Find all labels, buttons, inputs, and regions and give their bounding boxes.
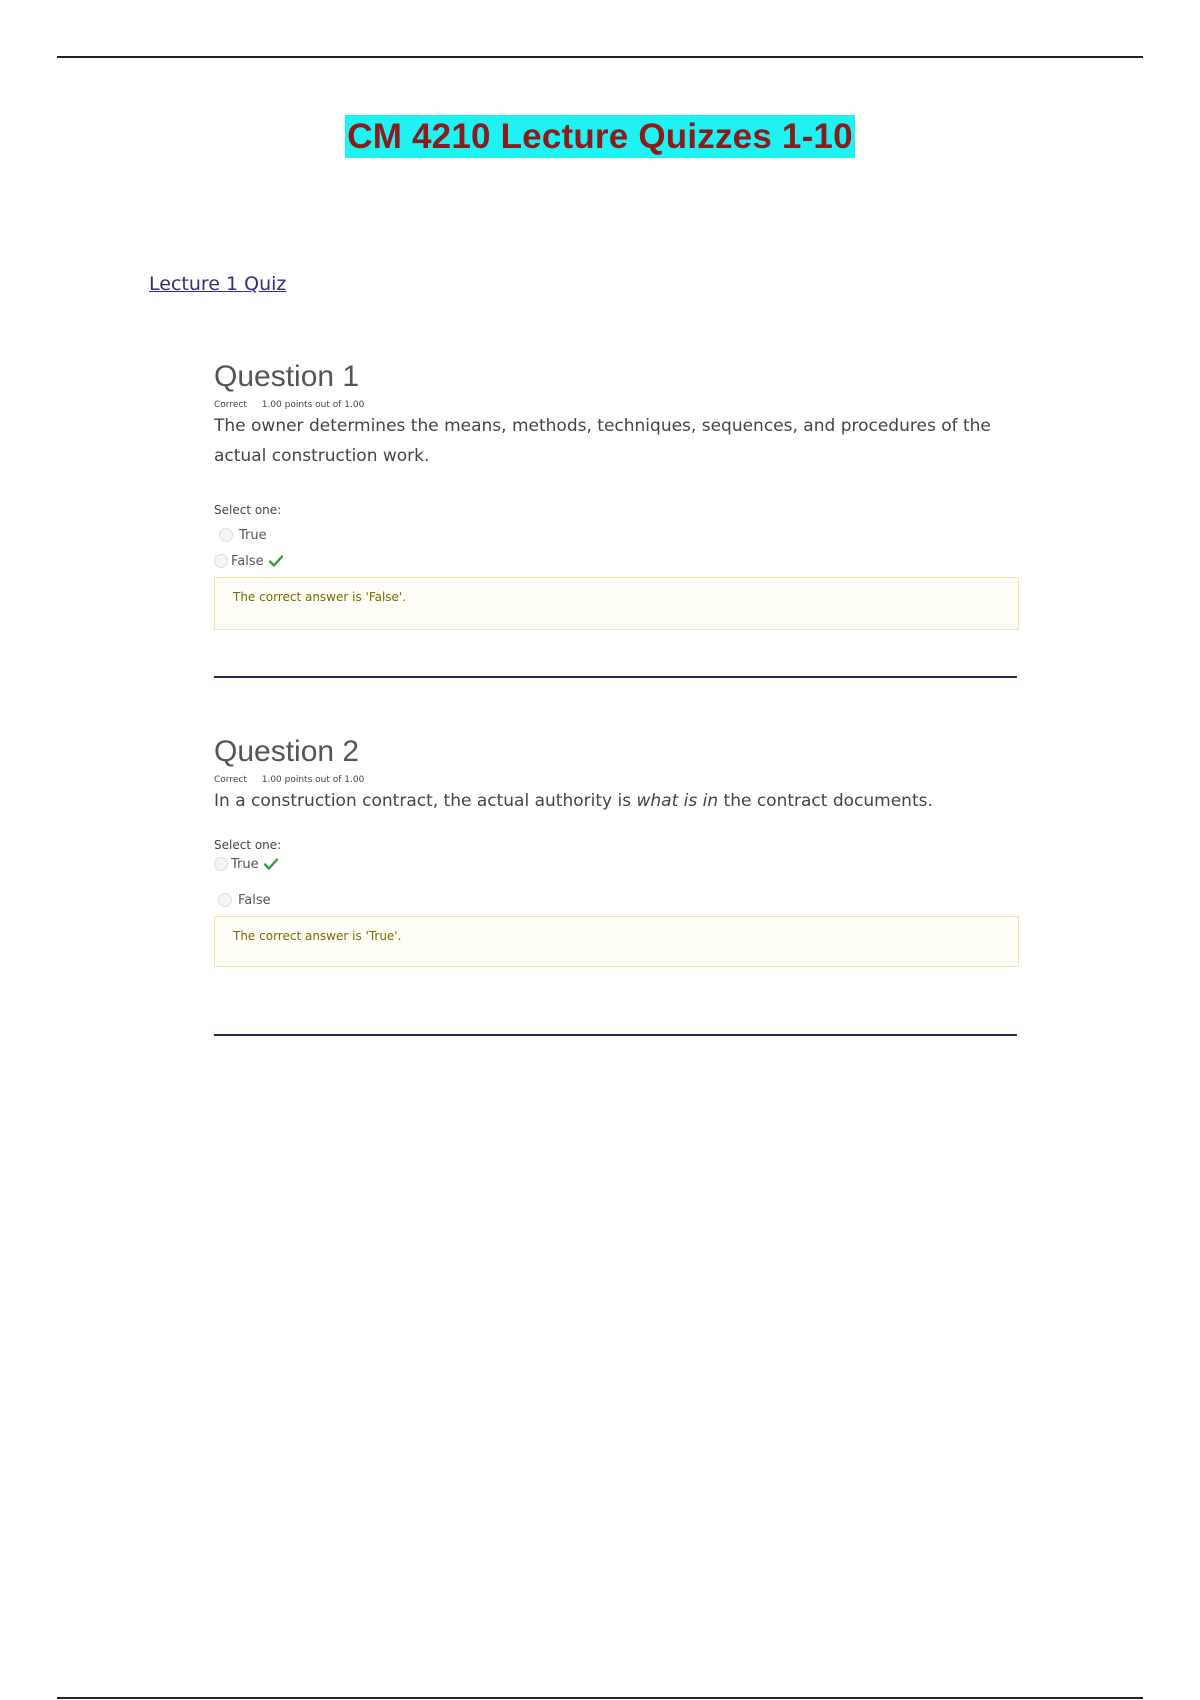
radio-icon[interactable]: [219, 528, 233, 542]
question-heading: Question 1: [214, 360, 360, 393]
question-status: Correct: [214, 775, 247, 785]
question-text-after: the contract documents.: [718, 791, 933, 811]
option-true[interactable]: [214, 525, 1020, 545]
page-top-rule: [57, 56, 1143, 58]
question-points: 1.00 points out of 1.00: [261, 775, 365, 785]
option-label: True: [239, 527, 267, 543]
option-false[interactable]: [214, 551, 1020, 571]
question-block-2: [214, 735, 1020, 967]
check-icon: [269, 555, 283, 567]
question-text-italic: what is in: [636, 791, 719, 811]
title-container: [0, 115, 1200, 158]
radio-icon[interactable]: [214, 554, 228, 568]
question-meta: [214, 399, 1020, 411]
question-divider: [214, 1034, 1017, 1036]
question-block-1: [214, 360, 1020, 630]
radio-icon[interactable]: [218, 893, 232, 907]
question-text-main: The owner determines the means, methods, techniques, sequences, and procedures of the actual construction work.: [214, 416, 991, 466]
option-true[interactable]: [214, 854, 1020, 874]
document-title: CM 4210 Lecture Quizzes 1-10: [347, 117, 853, 156]
question-status: Correct: [214, 400, 247, 410]
check-icon: [264, 858, 278, 870]
page-bottom-rule: [57, 1697, 1143, 1699]
question-text: [214, 786, 1020, 816]
question-heading: Question 2: [214, 735, 360, 768]
question-text: [214, 411, 1020, 471]
question-text-before: In a construction contract, the actual authority is: [214, 791, 637, 811]
option-label: True: [231, 856, 259, 872]
option-label: False: [231, 553, 264, 569]
option-label: False: [238, 892, 271, 908]
radio-icon[interactable]: [214, 857, 228, 871]
option-false[interactable]: [214, 890, 1020, 910]
select-one-label: Select one:: [214, 838, 282, 852]
feedback-box: The correct answer is 'False'.: [214, 577, 1019, 630]
question-divider: [214, 676, 1017, 678]
feedback-box: The correct answer is 'True'.: [214, 916, 1019, 967]
lecture-quiz-link[interactable]: Lecture 1 Quiz: [149, 273, 287, 295]
select-one-label: Select one:: [214, 503, 282, 517]
question-points: 1.00 points out of 1.00: [261, 400, 365, 410]
question-meta: [214, 774, 1020, 786]
